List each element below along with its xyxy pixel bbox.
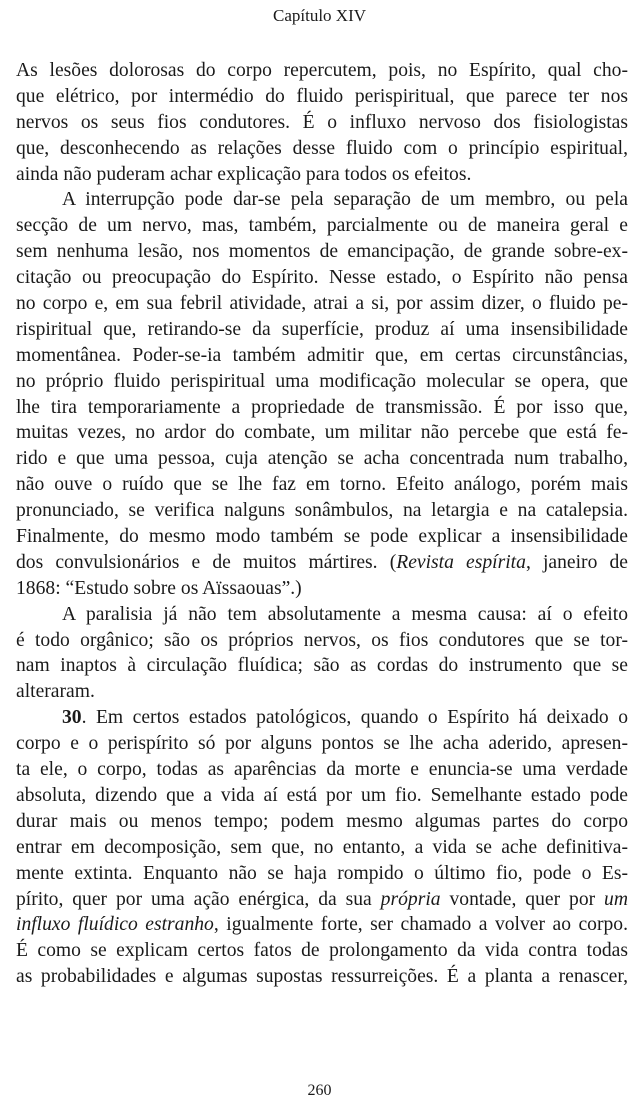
text-run: que, desconhecendo as relações desse fluido com o princípio espiritual, (16, 137, 628, 159)
text-line (16, 265, 628, 291)
running-head: Capítulo XIV (272, 6, 367, 25)
text-run: dos convulsionários e de muitos mártires. ( (16, 551, 397, 573)
text-line (16, 938, 628, 964)
text-run: pírito, quer por uma ação enérgica, da sua (16, 888, 381, 910)
text-line (16, 602, 628, 628)
text-line (16, 835, 628, 861)
text-line (16, 498, 628, 524)
text-line (16, 887, 628, 913)
italic-run: própria (380, 888, 441, 910)
text-run: não ouve o ruído que se lhe faz em torno. Efeito análogo, porém mais (16, 474, 628, 496)
text-run: . Em certos estados patológicos, quando o Espírito há deixado o (81, 707, 628, 729)
text-line (16, 576, 628, 602)
text-line (16, 343, 628, 369)
text-line (16, 550, 628, 576)
text-line (16, 757, 628, 783)
text-line (16, 783, 628, 809)
text-line (16, 679, 628, 705)
text-run: É como se explicam certos fatos de prolongamento da vida contra todas (16, 940, 628, 962)
text-line (16, 446, 628, 472)
text-line (16, 136, 628, 162)
text-run: secção de um nervo, mas, também, parcialmente ou de maneira geral e (16, 215, 628, 237)
text-line (16, 58, 628, 84)
text-line (16, 731, 628, 757)
text-line (16, 291, 628, 317)
text-line (16, 472, 628, 498)
body-text (16, 58, 628, 990)
text-run: A paralisia já não tem absolutamente a mesma causa: aí o efeito (62, 603, 628, 625)
text-line (16, 628, 628, 654)
text-run: é todo orgânico; são os próprios nervos, os fios condutores que se tor- (16, 629, 628, 651)
text-run: corpo e o perispírito só por alguns pontos se lhe acha aderido, apresen- (16, 733, 628, 755)
text-run: rispiritual que, retirando-se da superfície, produz aí uma insensibilidade (16, 318, 628, 340)
text-run: ta ele, o corpo, todas as aparências da morte e enuncia-se uma verdade (16, 759, 628, 781)
text-run: no corpo e, em sua febril atividade, atrai a si, por assim dizer, o fluido pe- (16, 293, 628, 315)
text-run: As lesões dolorosas do corpo repercutem, pois, no Espírito, qual cho- (16, 60, 628, 81)
text-line (16, 317, 628, 343)
text-run: alteraram. (16, 681, 95, 703)
text-run: rido e que uma pessoa, cuja atenção se acha concentrada num trabalho, (16, 448, 628, 470)
bold-run: 30 (62, 707, 82, 729)
page-number: 260 (307, 1082, 332, 1099)
text-run: Finalmente, do mesmo modo também se pode explicar a insensibilidade (16, 526, 628, 548)
italic-run: influxo fluídico estranho (16, 914, 214, 936)
text-run: lhe tira temporariamente a propriedade de transmissão. É por isso que, (16, 396, 628, 418)
text-run: absoluta, dizendo que a vida aí está por um fio. Semelhante estado pode (16, 784, 628, 806)
text-line (16, 653, 628, 679)
text-run: , igualmente forte, ser chamado a volver ao corpo. (213, 914, 628, 936)
italic-run: um (604, 888, 628, 910)
text-run: , janeiro de (525, 551, 628, 573)
text-line (16, 861, 628, 887)
text-run: citação ou preocupação do Espírito. Nesse estado, o Espírito não pensa (16, 267, 628, 289)
text-run: nam inaptos à circulação fluídica; são as cordas do instrumento que se (16, 655, 628, 677)
text-line (16, 187, 628, 213)
text-line (16, 84, 628, 110)
text-run: momentânea. Poder-se-ia também admitir que, em certas circunstâncias, (16, 344, 628, 366)
text-line (16, 239, 628, 265)
text-run: nervos os seus fios condutores. É o influxo nervoso dos fisiologistas (16, 111, 628, 133)
italic-run: Revista espírita (396, 551, 526, 573)
text-line (16, 162, 628, 188)
text-run: ainda não puderam achar explicação para todos os efeitos. (16, 163, 472, 185)
text-run: 1868: “Estudo sobre os Aïssaouas”.) (16, 577, 302, 599)
text-line (16, 524, 628, 550)
text-run: no próprio fluido perispiritual uma modificação molecular se opera, que (16, 370, 628, 392)
text-run: entrar em decomposição, sem que, no entanto, a vida se ache definitiva- (16, 836, 628, 858)
text-run: as probabilidades e algumas supostas ressurreições. É a planta a renascer, (16, 966, 628, 988)
text-run: pronunciado, se verifica nalguns sonâmbulos, na letargia e na catalepsia. (16, 500, 628, 522)
text-run: que elétrico, por intermédio do fluido perispiritual, que parece ter nos (16, 85, 628, 107)
text-line (16, 964, 628, 990)
text-run: muitas vezes, no ardor do combate, um militar não percebe que está fe- (16, 422, 628, 444)
text-run: sem nenhuma lesão, nos momentos de emancipação, de grande sobre-ex- (16, 241, 628, 263)
text-line (16, 369, 628, 395)
text-run: mente extinta. Enquanto não se haja rompido o último fio, pode o Es- (16, 862, 628, 884)
text-line (16, 213, 628, 239)
text-line (16, 705, 628, 731)
text-run: vontade, quer por (440, 888, 605, 910)
text-line (16, 110, 628, 136)
text-line (16, 912, 628, 938)
text-line (16, 395, 628, 421)
text-line (16, 420, 628, 446)
text-run: A interrupção pode dar-se pela separação de um membro, ou pela (62, 189, 628, 211)
text-line (16, 809, 628, 835)
text-run: durar mais ou menos tempo; podem mesmo algumas partes do corpo (16, 810, 628, 832)
